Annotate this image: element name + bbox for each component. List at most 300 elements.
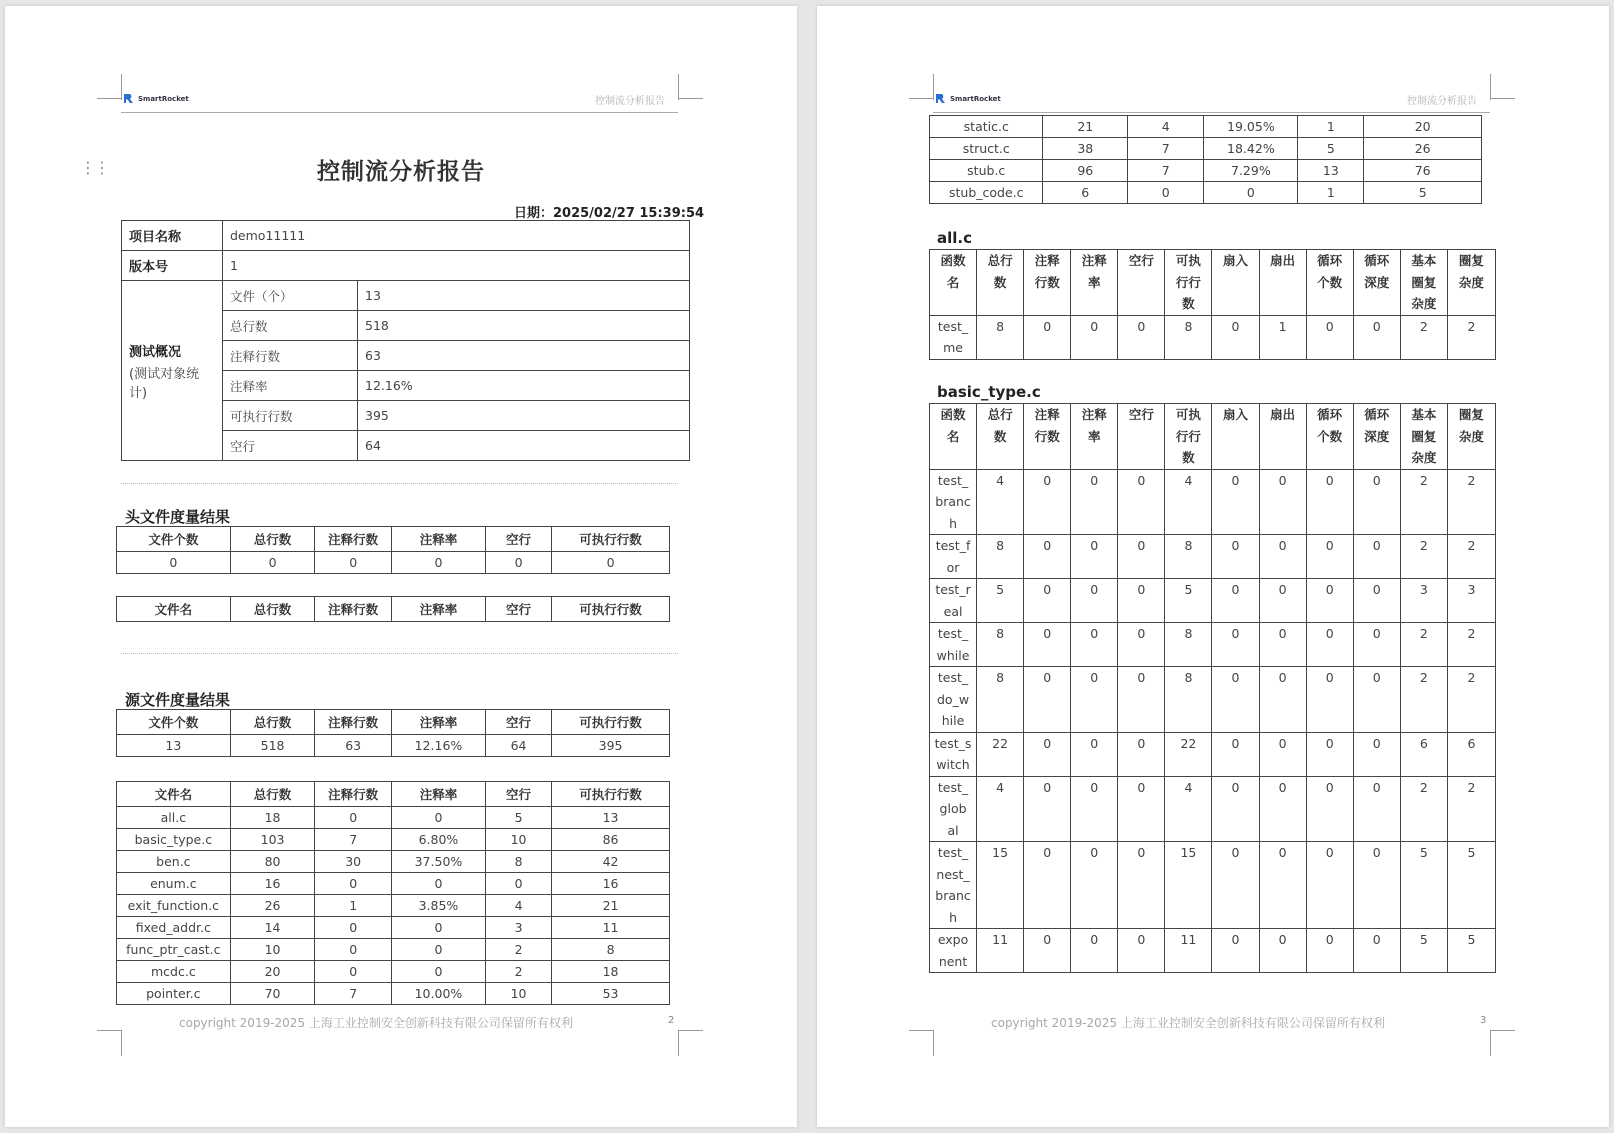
table-cell: 0 [1024, 315, 1071, 359]
table-cell: 0 [1118, 315, 1165, 359]
column-header: 总行数 [230, 710, 315, 735]
table-cell: 8 [977, 623, 1024, 667]
all-c-section-title: all.c [937, 229, 972, 247]
table-cell: 64 [485, 735, 551, 757]
function-name-line: h [949, 515, 957, 531]
table-cell: 0 [315, 939, 391, 961]
source-files-section-title: 源文件度量结果 [125, 691, 231, 709]
column-header-line: 率 [1088, 274, 1101, 290]
table-row [930, 116, 1482, 138]
crop-mark [97, 1030, 122, 1031]
stat-label: 空行 [223, 431, 358, 461]
table-cell: 0 [1024, 732, 1071, 776]
table-cell: 0 [1118, 776, 1165, 842]
table-cell: 2 [485, 939, 551, 961]
table-cell: 2 [1400, 535, 1447, 579]
column-header [977, 404, 1024, 470]
column-header-line: 可执 [1175, 253, 1201, 268]
column-header-line: 数 [993, 428, 1007, 444]
header-logo [123, 94, 189, 103]
table-cell: 0 [485, 873, 551, 895]
table-cell: 53 [552, 983, 670, 1005]
stat-label: 注释行数 [223, 341, 358, 371]
table-cell: 0 [1259, 667, 1306, 733]
table-row [117, 851, 670, 873]
table-cell: 22 [1165, 732, 1212, 776]
column-header [1400, 250, 1447, 316]
function-name-line: do_w [937, 691, 970, 707]
table-cell: 0 [1118, 469, 1165, 535]
table-cell: 0 [315, 552, 391, 574]
table-cell: 0 [1118, 623, 1165, 667]
column-header-line: 循环 [1317, 253, 1343, 268]
column-header: 空行 [485, 597, 551, 622]
table-cell: 11 [1165, 929, 1212, 973]
table-cell: 1 [1298, 182, 1364, 204]
table-cell: 0 [1118, 579, 1165, 623]
column-header [1118, 250, 1165, 316]
table-cell: stub_code.c [930, 182, 1043, 204]
smartrocket-logo-icon [123, 94, 134, 103]
table-cell: 0 [1259, 842, 1306, 929]
table-cell: 0 [1071, 732, 1118, 776]
table-cell: 0 [1259, 776, 1306, 842]
crop-mark [1490, 1030, 1491, 1056]
column-header: 空行 [485, 527, 551, 552]
table-cell: func_ptr_cast.c [117, 939, 231, 961]
crop-mark [678, 1030, 679, 1056]
crop-mark [678, 98, 703, 99]
column-header [1306, 250, 1353, 316]
function-name-cell [930, 623, 977, 667]
table-cell: 26 [1364, 138, 1482, 160]
table-header-row [117, 710, 670, 735]
table-cell: struct.c [930, 138, 1043, 160]
column-header [1259, 404, 1306, 470]
function-name-line: test_ [937, 779, 969, 795]
column-header [1306, 404, 1353, 470]
column-header-line: 行行 [1175, 428, 1201, 444]
table-cell: exit_function.c [117, 895, 231, 917]
column-header: 注释行数 [315, 527, 391, 552]
table-cell: 0 [1212, 623, 1259, 667]
column-header: 空行 [485, 710, 551, 735]
column-header-line: 循环 [1317, 407, 1343, 422]
table-cell: 0 [1024, 469, 1071, 535]
crop-mark [1490, 1030, 1515, 1031]
table-cell: 2 [1400, 469, 1447, 535]
table-cell: 0 [1212, 842, 1259, 929]
table-cell: 0 [1071, 776, 1118, 842]
column-header-line: 深度 [1364, 274, 1390, 290]
crop-mark [933, 74, 934, 100]
table-cell: 0 [391, 873, 485, 895]
table-cell: 16 [552, 873, 670, 895]
column-header-line: 注释 [1034, 407, 1060, 422]
table-cell: 1 [1298, 116, 1364, 138]
column-header-line: 圈复 [1458, 253, 1484, 268]
column-header-line: 循环 [1364, 253, 1390, 268]
table-cell: 0 [391, 939, 485, 961]
table-cell: 2 [1400, 315, 1447, 359]
table-cell: 2 [1447, 315, 1495, 359]
column-header: 注释率 [391, 710, 485, 735]
table-cell: 0 [1212, 315, 1259, 359]
table-cell: 10 [485, 829, 551, 851]
header-rule [121, 112, 678, 113]
version-value: 1 [223, 251, 690, 281]
table-cell: 0 [552, 552, 670, 574]
column-header-line: 扇入 [1223, 407, 1249, 422]
table-cell: 2 [1447, 535, 1495, 579]
table-cell: 2 [1400, 776, 1447, 842]
document-page-2 [5, 6, 797, 1127]
table-row [117, 917, 670, 939]
table-cell: 0 [1024, 842, 1071, 929]
page-number: 3 [1480, 1015, 1487, 1026]
column-header-line: 基本 [1411, 407, 1437, 422]
function-name-line: eal [943, 603, 963, 619]
column-header-line: 注释 [1081, 407, 1107, 422]
table-cell: 5 [1364, 182, 1482, 204]
table-row [117, 983, 670, 1005]
source-files-detail-table [116, 781, 670, 1005]
table-cell: 6 [1447, 732, 1495, 776]
table-cell: 0 [1024, 667, 1071, 733]
table-cell: 0 [1071, 315, 1118, 359]
table-cell: 0 [1024, 623, 1071, 667]
column-header-line: 函数 [940, 253, 966, 268]
column-header-line: 可执 [1175, 407, 1201, 422]
column-header: 空行 [485, 782, 551, 807]
header-files-section-title: 头文件度量结果 [125, 508, 231, 526]
table-cell: 63 [315, 735, 391, 757]
column-header-line: 深度 [1364, 428, 1390, 444]
table-header-row [117, 597, 670, 622]
smartrocket-logo-icon [935, 94, 946, 103]
table-cell: 15 [977, 842, 1024, 929]
function-name-line: glob [939, 801, 967, 816]
table-cell: 2 [1447, 776, 1495, 842]
function-name-line: h [949, 909, 957, 925]
header-files-summary-table [116, 526, 670, 574]
column-header-line: 函数 [940, 407, 966, 422]
table-cell: 1 [315, 895, 391, 917]
table-cell: 2 [1447, 623, 1495, 667]
table-cell: 0 [1306, 842, 1353, 929]
column-header-line: 杂度 [1458, 274, 1484, 290]
table-cell: 22 [977, 732, 1024, 776]
table-cell: 0 [1212, 535, 1259, 579]
table-cell: 0 [1353, 842, 1400, 929]
function-name-line: test_s [934, 735, 972, 751]
table-cell: 6.80% [391, 829, 485, 851]
table-cell: 0 [391, 961, 485, 983]
table-cell: 12.16% [391, 735, 485, 757]
table-cell: 0 [1259, 579, 1306, 623]
table-cell: 0 [230, 552, 315, 574]
table-row [930, 469, 1496, 535]
table-row [930, 182, 1482, 204]
column-header: 可执行行数 [552, 710, 670, 735]
table-cell: 0 [1353, 469, 1400, 535]
table-cell: 0 [315, 961, 391, 983]
table-cell: 3 [1447, 579, 1495, 623]
table-cell: 0 [1024, 776, 1071, 842]
table-row [930, 623, 1496, 667]
table-cell: 10.00% [391, 983, 485, 1005]
table-cell: 8 [977, 315, 1024, 359]
table-cell: 4 [977, 776, 1024, 842]
table-cell: 26 [230, 895, 315, 917]
table-cell: ben.c [117, 851, 231, 873]
table-cell: 8 [977, 535, 1024, 579]
column-header-line: 数 [1182, 450, 1195, 465]
table-cell: 18.42% [1204, 138, 1298, 160]
table-row [930, 842, 1496, 929]
crop-mark [678, 74, 679, 100]
table-cell: 80 [230, 851, 315, 873]
table-header-row [117, 782, 670, 807]
function-name-line: al [947, 822, 959, 838]
table-row [117, 552, 670, 574]
table-cell: 7.29% [1204, 160, 1298, 182]
column-header-line: 注释 [1081, 253, 1107, 268]
column-header-line: 行数 [1034, 428, 1060, 444]
column-header [1024, 250, 1071, 316]
table-cell: 518 [230, 735, 315, 757]
crop-mark [121, 74, 122, 100]
table-cell: 0 [391, 917, 485, 939]
column-header-line: 圈复 [1458, 407, 1484, 422]
table-cell: 8 [977, 667, 1024, 733]
crop-mark [97, 98, 122, 99]
table-cell: 3 [485, 917, 551, 939]
crop-mark [909, 98, 934, 99]
stat-value: 13 [358, 281, 690, 311]
column-header: 文件个数 [117, 527, 231, 552]
function-name-cell [930, 929, 977, 973]
table-cell: 0 [1353, 535, 1400, 579]
column-header-line: 圈复 [1411, 274, 1437, 290]
table-cell: 4 [1165, 469, 1212, 535]
header-rule [933, 112, 1490, 113]
all-c-function-table [929, 249, 1496, 360]
table-cell: 0 [1071, 579, 1118, 623]
report-date: 日期：2025/02/27 15:39:54 [514, 206, 705, 221]
stat-value: 12.16% [358, 371, 690, 401]
table-row [117, 939, 670, 961]
function-name-cell [930, 469, 977, 535]
column-header-line: 数 [993, 274, 1007, 290]
table-cell: 0 [315, 873, 391, 895]
function-name-line: test_ [937, 472, 969, 488]
table-cell: 0 [1118, 667, 1165, 733]
table-cell: 0 [1353, 776, 1400, 842]
column-header-line: 行行 [1175, 274, 1201, 290]
column-header: 注释率 [391, 597, 485, 622]
table-cell: 0 [1259, 535, 1306, 579]
column-header: 注释行数 [315, 597, 391, 622]
table-cell: 0 [1024, 579, 1071, 623]
table-cell: 0 [1212, 469, 1259, 535]
column-header-line: 个数 [1317, 274, 1343, 290]
table-cell: 0 [1212, 776, 1259, 842]
crop-mark [678, 1030, 703, 1031]
table-cell: static.c [930, 116, 1043, 138]
column-header-line: 循环 [1364, 407, 1390, 422]
project-name-label: 项目名称 [122, 221, 223, 251]
function-name-line: expo [937, 932, 969, 947]
table-cell: 5 [1165, 579, 1212, 623]
table-cell: 0 [1306, 732, 1353, 776]
table-cell: 70 [230, 983, 315, 1005]
column-header-line: 杂度 [1411, 296, 1437, 311]
table-cell: 1 [1259, 315, 1306, 359]
table-cell: 5 [1400, 929, 1447, 973]
function-name-cell [930, 315, 977, 359]
table-cell: 0 [1353, 929, 1400, 973]
column-header-line: 杂度 [1458, 428, 1484, 444]
table-cell: pointer.c [117, 983, 231, 1005]
column-header: 可执行行数 [552, 527, 670, 552]
section-divider [121, 483, 678, 484]
table-row [930, 535, 1496, 579]
table-cell: 18 [230, 807, 315, 829]
function-name-line: me [943, 340, 963, 355]
table-cell: stub.c [930, 160, 1043, 182]
column-header: 注释行数 [315, 710, 391, 735]
table-cell: 395 [552, 735, 670, 757]
footer-copyright: copyright 2019-2025 上海工业控制安全创新科技有限公司保留所有权利 [991, 1016, 1385, 1030]
basic-type-c-function-table [929, 403, 1496, 973]
column-header [1212, 404, 1259, 470]
table-row [117, 895, 670, 917]
table-cell: 5 [1298, 138, 1364, 160]
column-header [1165, 250, 1212, 316]
function-name-line: test_f [935, 538, 971, 553]
table-cell: 8 [1165, 535, 1212, 579]
crop-mark [933, 1030, 934, 1056]
column-header-line: 总行 [987, 253, 1013, 268]
table-cell: 0 [485, 552, 551, 574]
column-header: 注释率 [391, 527, 485, 552]
table-row [117, 873, 670, 895]
table-cell: 0 [1118, 535, 1165, 579]
column-header-line: 率 [1088, 428, 1101, 444]
column-header: 文件名 [117, 782, 231, 807]
crop-mark [1490, 74, 1491, 100]
table-cell: 0 [1353, 623, 1400, 667]
function-name-cell [930, 732, 977, 776]
table-cell: 16 [230, 873, 315, 895]
column-header [930, 250, 977, 316]
table-row [930, 732, 1496, 776]
table-cell: 0 [1071, 929, 1118, 973]
function-name-line: while [936, 647, 970, 663]
column-header-line: 名 [946, 428, 960, 444]
function-name-line: test_ [937, 626, 969, 641]
table-cell: 30 [315, 851, 391, 873]
column-header: 注释行数 [315, 782, 391, 807]
table-cell: 0 [1306, 315, 1353, 359]
column-header: 文件名 [117, 597, 231, 622]
column-header [1447, 404, 1495, 470]
column-header-line: 空行 [1128, 407, 1154, 422]
crop-mark [909, 1030, 934, 1031]
column-header [1071, 250, 1118, 316]
table-cell: 13 [1298, 160, 1364, 182]
table-cell: 8 [552, 939, 670, 961]
table-cell: 4 [977, 469, 1024, 535]
table-cell: 0 [1306, 623, 1353, 667]
table-cell: 0 [1259, 929, 1306, 973]
table-cell: 10 [485, 983, 551, 1005]
table-cell: 7 [1128, 138, 1204, 160]
function-name-line: test_ [937, 318, 969, 334]
column-header-line: 扇出 [1270, 407, 1296, 422]
table-cell: 2 [1447, 667, 1495, 733]
table-cell: 0 [1306, 579, 1353, 623]
column-header [1212, 250, 1259, 316]
source-files-summary-table [116, 709, 670, 757]
table-cell: 3.85% [391, 895, 485, 917]
table-cell: 0 [315, 807, 391, 829]
basic-type-c-section-title: basic_type.c [937, 383, 1041, 401]
table-row [930, 315, 1496, 359]
column-header: 可执行行数 [552, 597, 670, 622]
table-cell: 2 [1400, 667, 1447, 733]
table-cell: 76 [1364, 160, 1482, 182]
table-cell: 0 [1353, 315, 1400, 359]
table-cell: 0 [1212, 667, 1259, 733]
table-cell: 13 [552, 807, 670, 829]
table-cell: 21 [1043, 116, 1128, 138]
stat-label: 总行数 [223, 311, 358, 341]
table-cell: 15 [1165, 842, 1212, 929]
table-cell: 0 [1024, 535, 1071, 579]
column-header-line: 行数 [1034, 274, 1060, 290]
source-files-detail-table-continued [929, 115, 1482, 204]
overview-sublabel: (测试对象统计) [129, 366, 200, 401]
version-label: 版本号 [122, 251, 223, 281]
crop-mark [1490, 98, 1515, 99]
table-cell: 0 [1212, 732, 1259, 776]
table-cell: 7 [1128, 160, 1204, 182]
column-header-line: 注释 [1034, 253, 1060, 268]
column-header-line: 总行 [987, 407, 1013, 422]
table-cell: 2 [1447, 469, 1495, 535]
function-name-line: or [946, 559, 960, 575]
drag-handle-icon[interactable]: ⋮⋮ [80, 158, 108, 177]
table-cell: 10 [230, 939, 315, 961]
header-logo-text: SmartRocket [950, 94, 1001, 103]
project-name-value: demo11111 [223, 221, 690, 251]
table-cell: 5 [1447, 929, 1495, 973]
column-header-line: 扇出 [1270, 253, 1296, 268]
table-cell: 38 [1043, 138, 1128, 160]
table-cell: all.c [117, 807, 231, 829]
table-header-row [930, 404, 1496, 470]
column-header-line: 圈复 [1411, 428, 1437, 444]
table-cell: 3 [1400, 579, 1447, 623]
function-name-line: nent [938, 953, 968, 969]
column-header [1259, 250, 1306, 316]
table-cell: 7 [315, 983, 391, 1005]
column-header-line: 杂度 [1411, 450, 1437, 465]
header-logo [935, 94, 1001, 103]
overview-cell [122, 281, 223, 461]
